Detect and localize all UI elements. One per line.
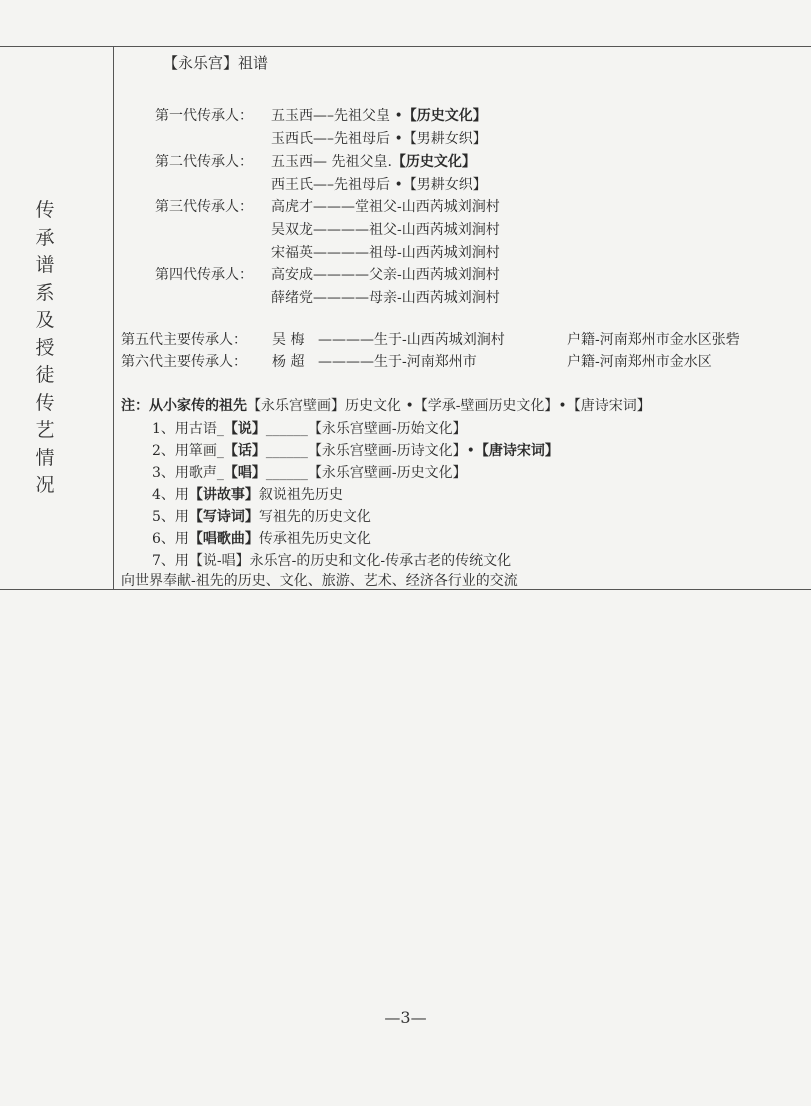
gen1-father <box>271 105 487 125</box>
gen6-name: 杨 超 <box>272 354 305 370</box>
gen2-father <box>271 151 476 171</box>
column-divider <box>113 47 114 589</box>
gen2-father-text: 五玉西— 先祖父皇. <box>271 154 392 170</box>
side-label-char: 及 <box>35 309 55 331</box>
side-label-char: 徒 <box>35 364 55 386</box>
notes-intro-rest: 【永乐宫壁画】历史文化 •【学承-壁画历史文化】•【唐诗宋词】 <box>247 398 651 414</box>
note-item-suffix: 写祖先的历史文化 <box>258 509 371 525</box>
note-item-prefix: 6、用 <box>152 531 189 547</box>
note-item-7: 7、用【说-唱】永乐宫-的历史和文化-传承古老的传统文化 <box>152 553 512 569</box>
note-item-1 <box>152 418 467 438</box>
note-item-prefix: 1、用古语_ <box>152 421 224 437</box>
side-label-char: 情 <box>35 446 55 469</box>
note-item-suffix: ______【永乐宫壁画-历始文化】 <box>265 421 467 437</box>
notes-closing: 向世界奉献-祖先的历史、文化、旅游、艺术、经济各行业的交流 <box>121 573 518 589</box>
gen1-father-tag: 【历史文化】 <box>402 108 487 124</box>
note-item-tag: 【唱】 <box>223 465 266 481</box>
gen3-member: 高虎才———堂祖父-山西芮城刘涧村 <box>271 199 500 215</box>
side-label-char: 谱 <box>35 254 55 276</box>
gen5-hukou: 户籍-河南郑州市金水区张砦 <box>567 332 740 348</box>
gen3-label: 第三代传承人： <box>155 199 253 215</box>
note-item-4 <box>152 484 343 504</box>
side-label-char: 况 <box>35 474 55 496</box>
side-label-char: 系 <box>35 281 55 304</box>
note-item-suffix: 叙说祖先历史 <box>258 487 343 503</box>
note-item-2 <box>152 440 559 460</box>
gen1-father-text: 五玉西—–先祖父皇 • <box>271 108 403 124</box>
note-item-prefix: 2、用箪画_ <box>152 443 224 459</box>
gen4-member: 高安成————父亲-山西芮城刘涧村 <box>271 267 500 283</box>
side-label-char: 艺 <box>35 419 55 441</box>
note-item-prefix: 5、用 <box>152 509 189 525</box>
gen1-mother-tag: 【男耕女织】 <box>402 131 487 147</box>
note-item-suffix: ______【永乐宫壁画-历史文化】 <box>265 465 467 481</box>
note-item-tag: 【讲故事】 <box>188 487 259 503</box>
note-item-prefix: 4、用 <box>152 487 189 503</box>
note-item-suffix: ______【永乐宫壁画-历诗文化】• <box>265 443 475 459</box>
page-number: —3— <box>384 1008 427 1027</box>
note-item-tag: 【说】 <box>223 421 266 437</box>
side-label-char: 传 <box>35 391 55 414</box>
note-item-tag: 【唱歌曲】 <box>188 531 259 547</box>
gen4-member: 薛绪党————母亲-山西芮城刘涧村 <box>271 290 500 306</box>
gen1-mother-text: 玉西氏—–先祖母后 • <box>271 131 403 147</box>
gen2-mother-tag: 【男耕女织】 <box>402 177 487 193</box>
side-label-char: 承 <box>35 226 55 249</box>
gen2-mother <box>271 174 487 194</box>
gen4-label: 第四代传承人： <box>155 267 253 283</box>
gen3-member: 吴双龙————祖父-山西芮城刘涧村 <box>271 222 500 238</box>
side-label <box>30 197 60 500</box>
note-item-5 <box>152 506 371 526</box>
note-item-prefix: 3、用歌声_ <box>152 465 224 481</box>
gen6-birthplace: ————生于-河南郑州市 <box>318 354 477 370</box>
gen5-name: 吴 梅 <box>272 332 305 348</box>
side-label-char: 传 <box>35 199 55 221</box>
gen5-label: 第五代主要传承人： <box>121 332 247 348</box>
notes-intro-bold: 注：从小家传的祖先 <box>121 398 247 414</box>
gen6-hukou: 户籍-河南郑州市金水区 <box>567 354 712 370</box>
notes-intro <box>121 395 651 415</box>
note-item-tag: 【写诗词】 <box>188 509 259 525</box>
gen6-label: 第六代主要传承人： <box>121 354 247 370</box>
note-item-tag2: 【唐诗宋词】 <box>474 443 559 459</box>
gen2-label: 第二代传承人： <box>155 154 253 170</box>
note-item-suffix: 传承祖先历史文化 <box>258 531 371 547</box>
genealogy-title: 【永乐宫】祖谱 <box>163 54 269 72</box>
gen5-birthplace: ————生于-山西芮城刘涧村 <box>318 332 505 348</box>
note-item-6 <box>152 528 371 548</box>
side-label-char: 授 <box>35 336 55 359</box>
note-item-3 <box>152 462 467 482</box>
gen2-mother-text: 西王氏—–先祖母后 • <box>271 177 403 193</box>
gen1-label: 第一代传承人： <box>155 108 253 124</box>
gen1-mother <box>271 128 487 148</box>
gen3-member: 宋福英————祖母-山西芮城刘涧村 <box>271 245 500 261</box>
note-item-tag: 【话】 <box>223 443 266 459</box>
gen2-father-tag: 【历史文化】 <box>391 154 476 170</box>
